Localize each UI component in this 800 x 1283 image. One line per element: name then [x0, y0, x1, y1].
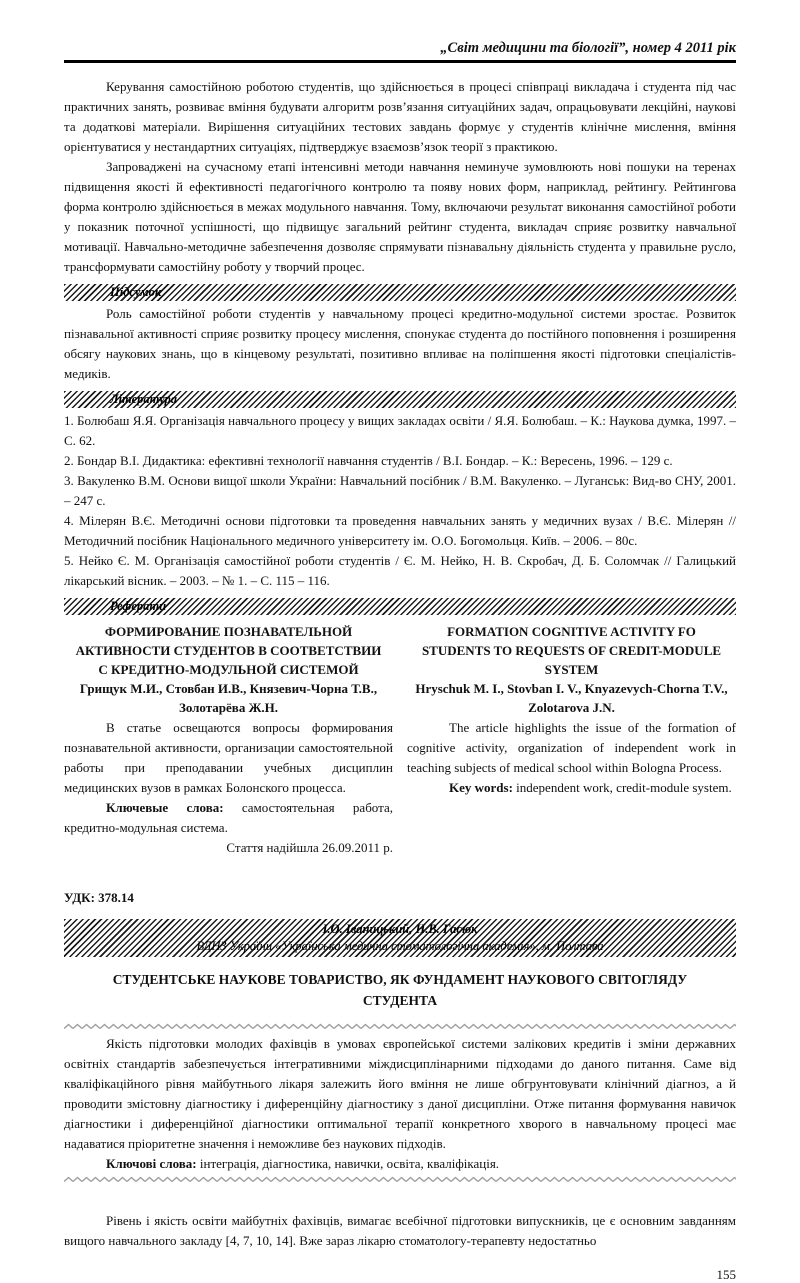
abstract-ru-title: ФОРМИРОВАНИЕ ПОЗНАВАТЕЛЬНОЙ АКТИВНОСТИ СТУДЕНТОВ В СООТВЕТСТВИИ С КРЕДИТНО-МОДУЛЬНОЙ СИСТЕМОЙ [75, 624, 382, 678]
conclusion-section-label: Підсумок [110, 285, 162, 300]
article2-authors-band [64, 919, 736, 957]
abstract-ru-keywords [64, 798, 393, 838]
reference-list [64, 411, 736, 591]
page-header [64, 40, 736, 63]
keywords-text: інтеграція, діагностика, навички, освіта, кваліфікація. [199, 1156, 500, 1172]
zigzag-divider-top [64, 1023, 736, 1030]
section-band-abstracts [64, 598, 736, 615]
abstract-columns [64, 620, 736, 858]
received-date: Стаття надійшла 26.09.2011 р. [226, 840, 393, 856]
abstract-en-keywords [407, 778, 736, 798]
journal-title: „Світ медицини та біології”, номер 4 2011 рік [440, 40, 736, 56]
reference-item: 2. Бондар В.І. Дидактика: ефективні технології навчання студентів / В.І. Бондар. – К.: Вересень, 1996. – 129 с. [64, 453, 673, 469]
literature-section-label: Література [110, 392, 177, 407]
article2-affiliation: ВДНЗ України «Українська медична стоматологічна академія», м. Полтава [196, 939, 604, 954]
zigzag-divider-bottom [64, 1176, 736, 1183]
abstract-en-title: FORMATION COGNITIVE ACTIVITY FO STUDENTS TO REQUESTS OF CREDIT-MODULE SYSTEM [421, 624, 722, 678]
abstracts-section-label: Реферати [110, 599, 167, 614]
reference-item: 3. Вакуленко В.М. Основи вищої школи України: Навчальний посібник / В.М. Вакуленко. – Луганськ: Вид-во СНУ, 2001. – 247 с. [64, 473, 736, 509]
keywords-label: Key words: [449, 780, 513, 796]
conclusion-text: Роль самостійної роботи студентів у навчальному процесі кредитно-модульної системи зростає. Розвиток пізнавальної активності сприяє розвитку процесу мислення, спонукає студента до постійного поповнення і розширення обсягу наукових знань, що в кінцевому результаті, позитивно впливає на поліпшення якості підготовки спеціалістів-медиків. [64, 306, 736, 382]
section-band-literature [64, 391, 736, 408]
reference-item: 1. Болюбаш Я.Я. Організація навчального процесу у вищих закладах освіти / Я.Я. Болюбаш. – К.: Наукова думка, 1997. – С. 62. [64, 413, 736, 449]
abstract-en-authors: Hryschuk M. I., Stovban I. V., Knyazevych-Chorna T.V., Zolotarova J.N. [415, 681, 728, 716]
article2-body-paragraph: Рівень і якість освіти майбутніх фахівців, вимагає всебічної підготовки випускників, це є основним завданням вищого навчального закладу [4, 7, 10, 14]. Вже зараз лікарю стоматологу-терапевту недостатньо [64, 1213, 736, 1249]
udk-code: УДК: 378.14 [64, 890, 134, 906]
keywords-text: самостоятельная работа, кредитно-модульная система. [64, 800, 393, 836]
abstract-en-body: The article highlights the issue of the formation of cognitive activity, organization of independent work in teaching subjects of medical school within Bologna Process. [407, 720, 736, 776]
intro-paragraph-1: Керування самостійною роботою студентів, що здійснюється в процесі співпраці викладача і студента під час практичних занять, розвиває вміння будувати алгоритм розв’язання ситуаційних задач, опрацьовувати лекційні, наукові та додаткові матеріали. Вирішення ситуаційних тестових завдань формує у студентів клінічне мислення, вміння орієнтуватися у нестандартних ситуаціях, підтверджує взаємозв’язок теорії з практикою. [64, 79, 736, 155]
reference-item: 4. Мілерян В.Є. Методичні основи підготовки та проведення навчальних занять у медичних вузах / В.Є. Мілерян // Методичний посібник Національного медичного університету ім. О.О. Богомольця. Київ. – 2006. – 80с. [64, 513, 736, 549]
abstract-column-en [407, 620, 736, 858]
keywords-label: Ключевые слова: [106, 800, 224, 816]
keywords-text: independent work, credit-module system. [516, 780, 732, 796]
article2-keywords [64, 1154, 736, 1174]
reference-item: 5. Нейко Є. М. Організація самостійної роботи студентів / Є. М. Нейко, Н. В. Скробач, Д. Б. Соломчак // Галицький лікарський вісник. – 2003. – № 1. – С. 115 – 116. [64, 553, 736, 589]
article2-title: СТУДЕНТСЬКЕ НАУКОВЕ ТОВАРИСТВО, ЯК ФУНДАМЕНТ НАУКОВОГО СВІТОГЛЯДУ СТУДЕНТА [112, 972, 688, 1009]
article2-authors: І.О. Іваницький, Н.В. Гасюк [322, 922, 478, 937]
intro-paragraph-2: Запроваджені на сучасному етапі інтенсивні методи навчання неминуче зумовлюють нові пошуки на теренах підвищення якості й ефективності педагогічного контролю та появу нових форм, наприклад, рейтингу. Рейтингова форма контролю здійснюється в межах модульного навчання. Тому, включаючи результат виконання самостійної роботи у показник поточної успішності, що підвищує загальний рейтинг студента, викладач сприяє розвитку навчальної мотивації. Навчально-методичне забезпечення дозволяє спрямувати пізнавальну діяльність студента у правильне русло, трансформувати самостійну роботу у творчий процес. [64, 159, 736, 275]
page-number: 155 [716, 1267, 736, 1283]
keywords-label: Ключові слова: [106, 1156, 197, 1172]
section-band-conclusion [64, 284, 736, 301]
abstract-column-ru [64, 620, 393, 858]
abstract-ru-authors: Грищук М.И., Стовбан И.В., Князевич-Чорна Т.В., Золотарёва Ж.Н. [79, 681, 378, 716]
article2-abstract: Якість підготовки молодих фахівців в умовах європейської системи залікових кредитів і зміни державних освітніх стандартів забезпечується інтегративними міждисциплінарними підходами до даного питання. Саме від кваліфікаційного рівня майбутнього лікаря залежить його вміння не лише обгрунтовувати клінічний діагноз, а й проводити змістовну діагностику і диференційну діагностику з даної дисципліни. Отже питання формування навичок діагностики і диференційної діагностики оптимальної терапії конкретного хворого в навчальному процесі має надаватися пріоритетне значення і неможливе без наукових підходів. [64, 1036, 736, 1152]
abstract-ru-body: В статье освещаются вопросы формирования познавательной активности, организации самостоятельной работы при преподавании учебных дисциплин медицинских вузов в рамках Болонского процесса. [64, 720, 393, 796]
